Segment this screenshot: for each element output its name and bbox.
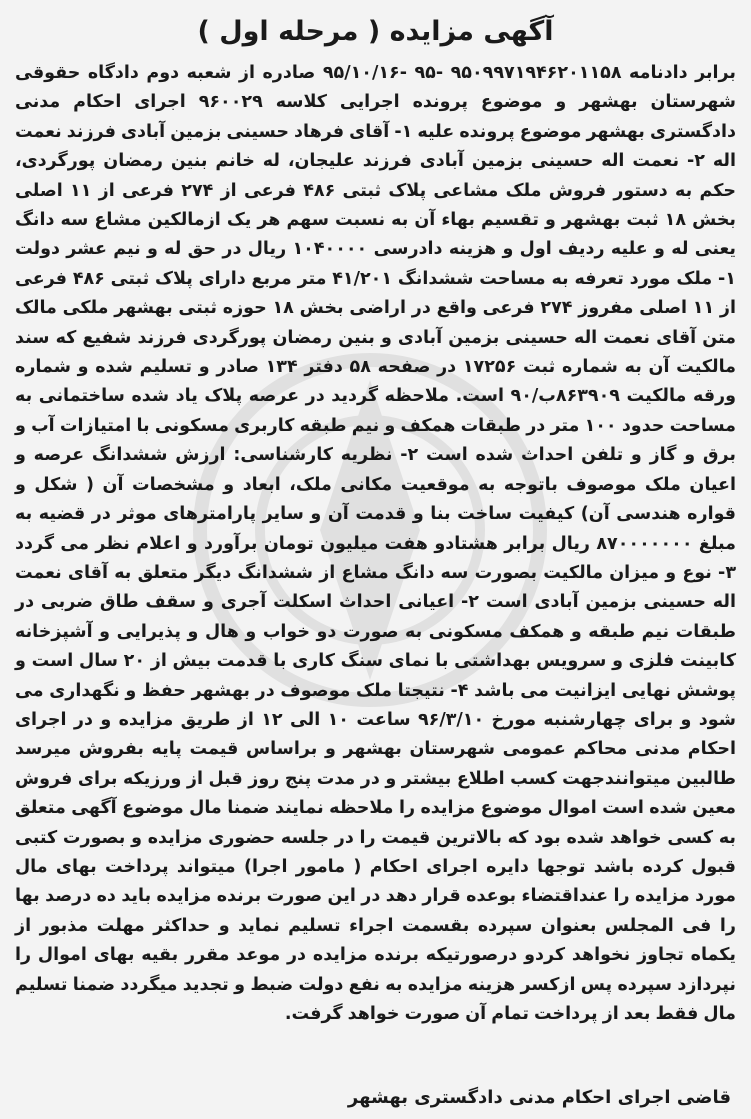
notice-body: برابر دادنامه ۹۵۰۹۹۷۱۹۴۶۲۰۱۱۵۸ -۹۵ -۹۵/۱۰/۱۶ صادره از شعبه دوم دادگاه حقوقی شهرستان بهشهر و موضوع پرونده اجرایی کلاسه ۹۶۰۰۲۹ اجرای احکام مدنی دادگستری بهشهر موضوع پرونده علیه ۱- آقای فرهاد حسینی بزمین آبادی فرزند نعمت اله ۲- نعمت اله حسینی بزمین آبادی فرزند علیجان، له خانم بنین رمضان پورگردی، حکم به دستور فروش ملک مشاعی پلاک ثبتی ۴۸۶ فرعی از ۲۷۴ فرعی از ۱۱ اصلی بخش ۱۸ ثبت بهشهر و تقسیم بهاء آن به نسبت سهم هر یک ازمالکین مشاع سه دانگ یعنی له و علیه ردیف اول و هزینه دادرسی ۱۰۴۰۰۰۰ ریال در حق له و نیم عشر دولت ۱- ملک مورد تعرفه به مساحت ششدانگ ۴۱/۲۰۱ متر مربع دارای پلاک ثبتی ۴۸۶ فرعی از ۱۱ اصلی مفروز ۲۷۴ فرعی واقع در اراضی بخش ۱۸ حوزه ثبتی بهشهر ملکی مالک متن آقای نعمت اله حسینی بزمین آبادی و بنین رمضان پورگردی فرزند شفیع که سند مالکیت آن به شماره ثبت ۱۷۲۵۶ در صفحه ۵۸ دفتر ۱۳۴ صادر و تسلیم شده و شماره ورقه مالکیت ۸۶۳۹۰۹ب/۹۰ است. ملاحظه گردید در عرصه پلاک یاد شده ساختمانی به مساحت حدود ۱۰۰ متر در طبقات همکف و نیم طبقه کاربری مسکونی با امتیازات آب و برق و گاز و تلفن احداث شده است ۲- نظریه کارشناسی: ارزش ششدانگ عرصه و اعیان ملک موصوف باتوجه به موقعیت مکانی ملک، ابعاد و مشخصات آن ( شکل و قواره هندسی آن) کیفیت ساخت بنا و قدمت آن و سایر پارامترهای موثر در قضیه به مبلغ ۸۷۰۰۰۰۰۰۰ ریال برابر هشتادو هفت میلیون تومان برآورد و اعلام نظر می گردد ۳- نوع و میزان مالکیت بصورت سه دانگ مشاع از ششدانگ دیگر متعلق به آقای نعمت اله حسینی بزمین آبادی است ۲- اعیانی احداث اسکلت آجری و سقف طاق ضربی در طبقات نیم طبقه و همکف مسکونی به صورت دو خواب و هال و پذیرایی و آشپزخانه کابینت فلزی و سرویس بهداشتی با نمای سنگ کاری با قدمت بیش از ۲۰ سال است و پوشش نهایی ایزانیت می باشد ۴- نتیجتا ملک موصوف در بهشهر حفظ و نگهداری می شود و برای چهارشنبه مورخ ۹۶/۳/۱۰ ساعت ۱۰ الی ۱۲ از طریق مزایده و در اجرای احکام مدنی محاکم عمومی شهرستان بهشهر و براساس قیمت پایه بفروش میرسد طالبین میتوانندجهت کسب اطلاع بیشتر و در مدت پنج روز قبل از ورزیکه برای فروش معین شده است اموال موضوع مزایده را ملاحظه نمایند ضمنا مال موضوع آگهی متعلق به کسی خواهد شده بود که بالاترین قیمت را در جلسه حضوری مزایده و بصورت کتبی قبول کرده باشد توجها دایره اجرای احکام ( مامور اجرا) میتواند پرداخت بهای مال مورد مزایده را عنداقتضاء بوعده قرار دهد در این صورت برنده مزایده باید ده درصد بها را فی المجلس بعنوان سپرده بقسمت اجراء تسلیم نماید و حداکثر مهلت مذبور از یکماه تجاوز نخواهد کردو درصورتیکه برنده مزایده در موعد مقرر بقیه بهای اموال را نپردازد سپرده پس ازکسر هزینه مزایده به نفع دولت ضبط و تجدید میگردد ضمنا تسلیم مال فقط بعد از پرداخت تمام آن صورت خواهد گرفت. [15,63,736,1024]
signature-line: قاضی اجرای احکام مدنی دادگستری بهشهر [347,1087,731,1108]
notice-title: آگهی مزایده ( مرحله اول ) [197,16,554,47]
